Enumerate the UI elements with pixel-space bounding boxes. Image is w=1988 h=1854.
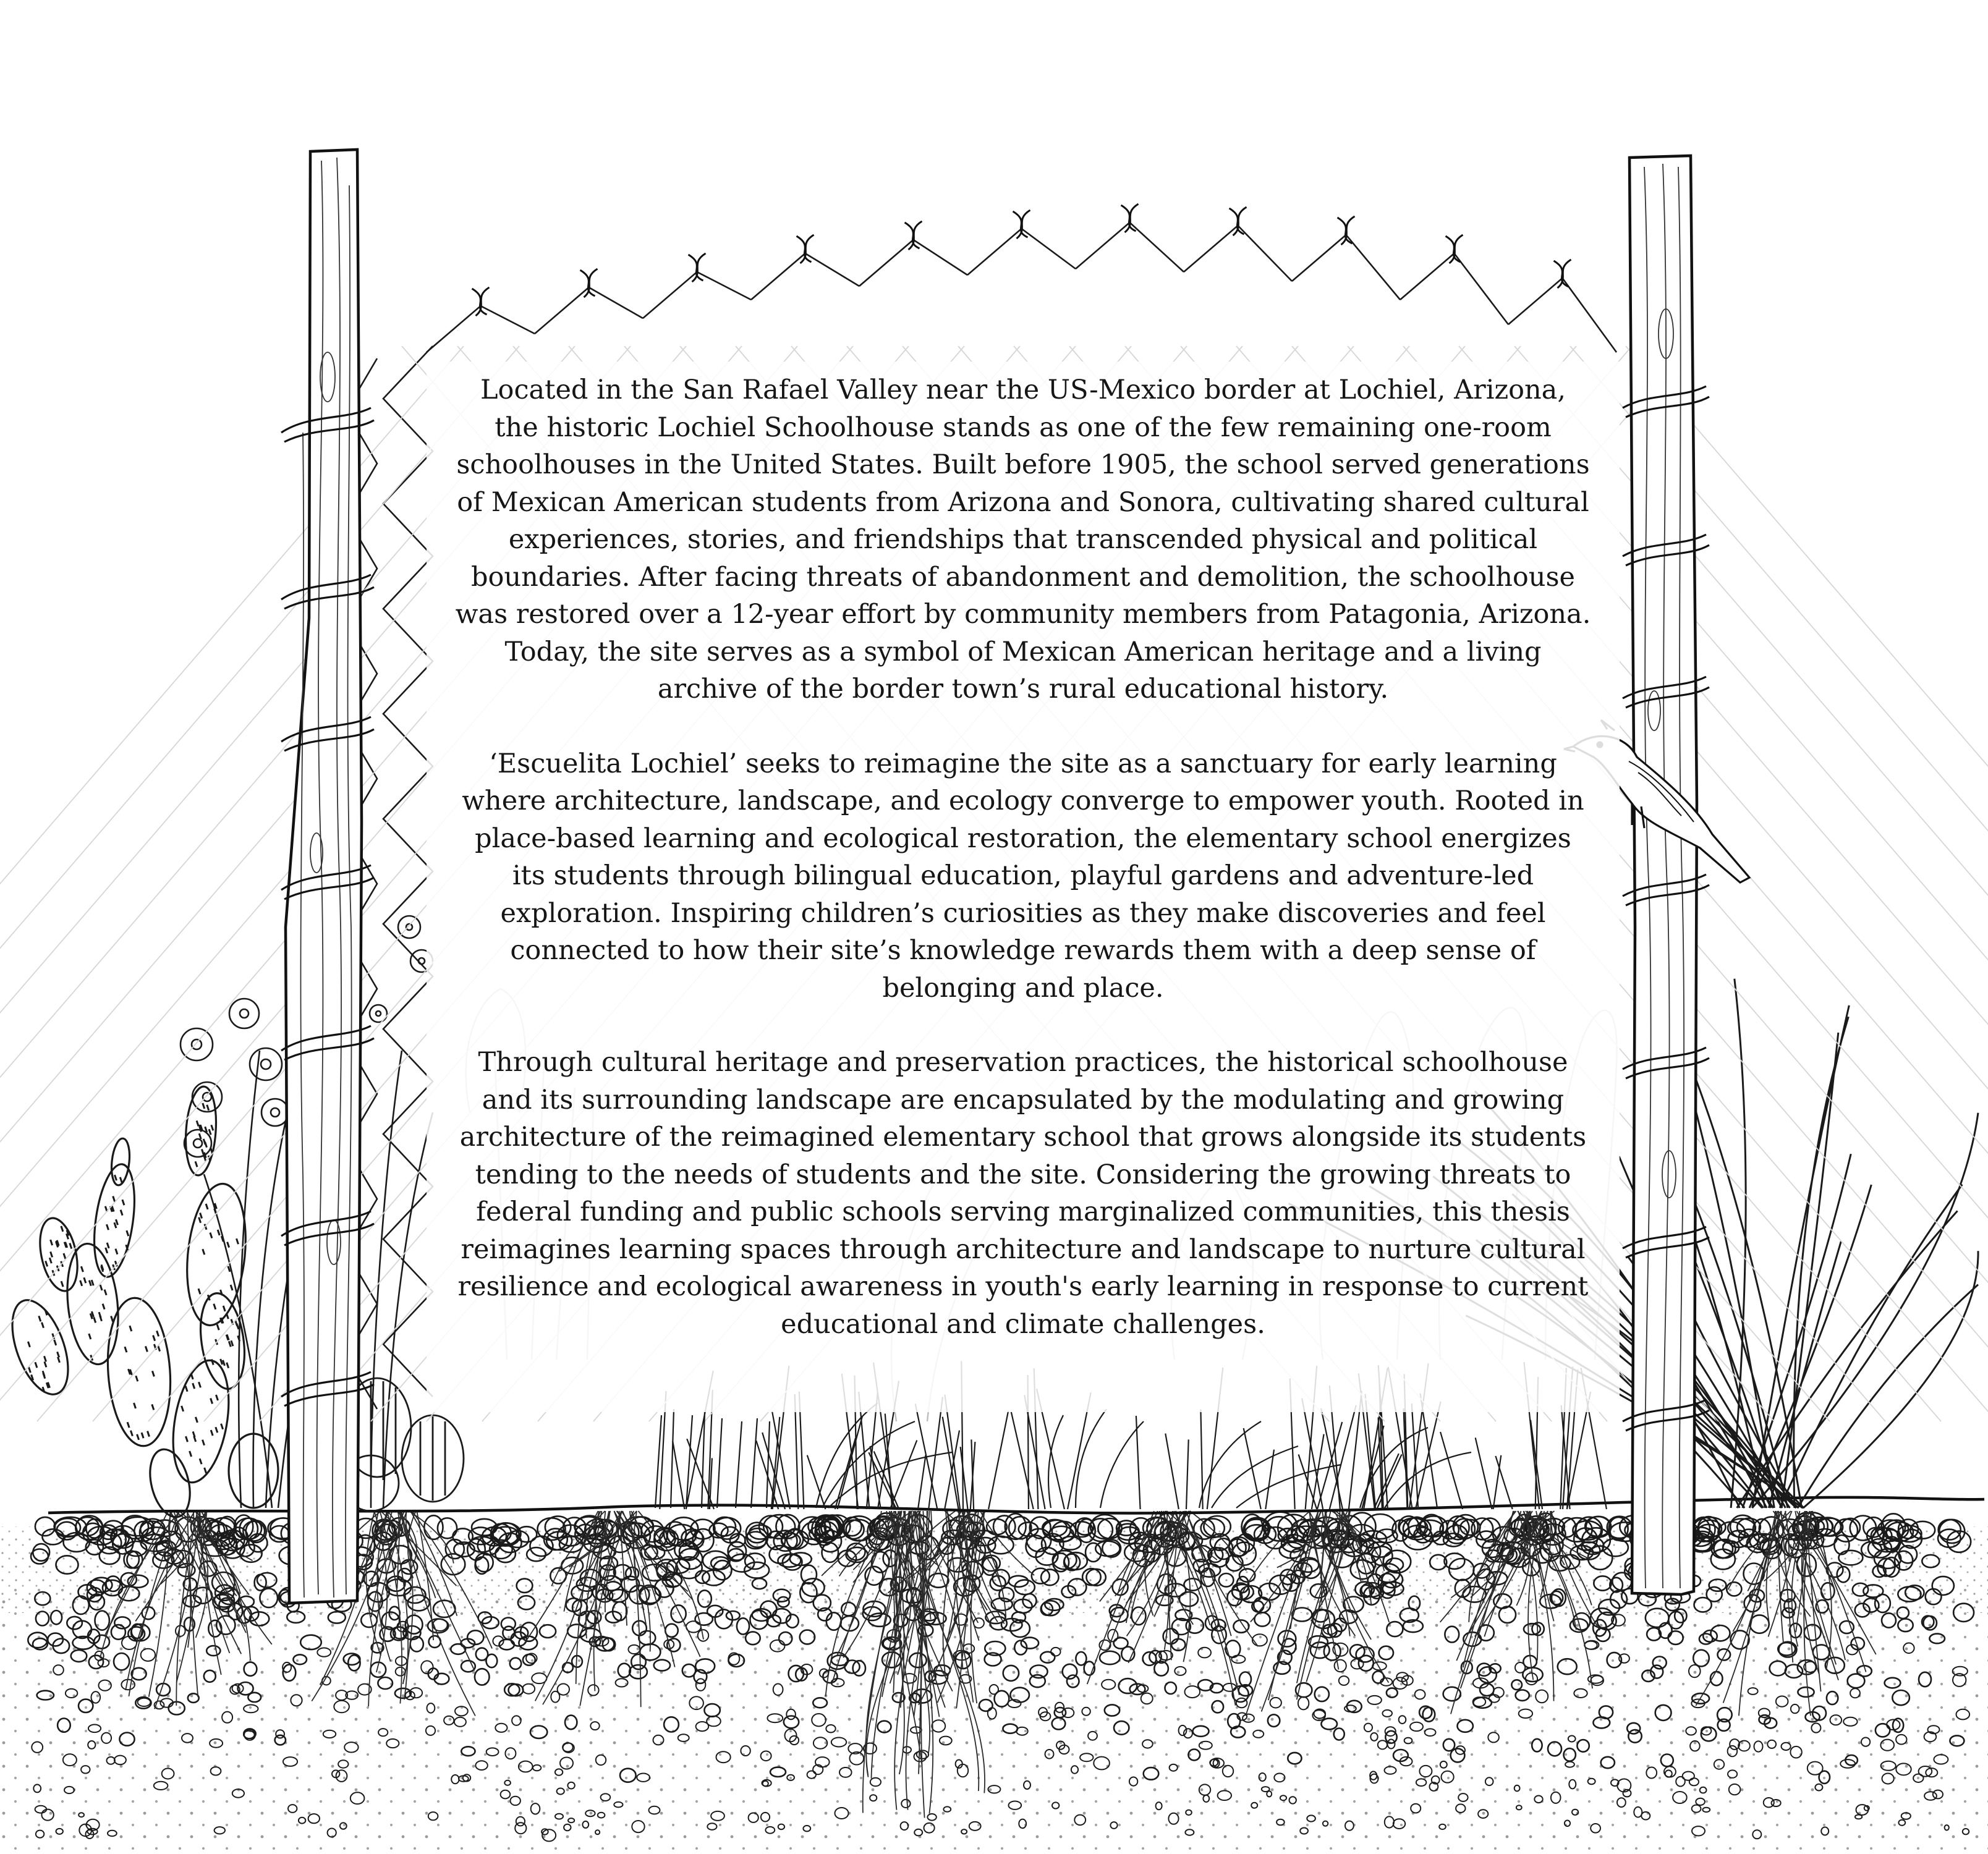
description-panel bbox=[427, 362, 1620, 1412]
prickly-pear-cactus bbox=[1, 1086, 278, 1522]
paragraph-history: Located in the San Rafael Valley near the US-Mexico border at Lochiel, Arizona, the historic Lochiel Schoolhouse stands as one of the few remaining one-room schoolhouses in the United States. Built before 1905, the school served generations of Mexican American students from Arizona and Sonora, cultivating shared cultural experiences, stories, and friendships that transcended physical and political boundaries. After facing threats of abandonment and demolition, the schoolhouse was restored over a 12-year effort by community members from Patagonia, Arizona. Today, the site serves as a symbol of Mexican American heritage and a living archive of the border town’s rural educational history. bbox=[455, 375, 1591, 705]
right-fence-post bbox=[1629, 156, 1697, 1594]
paragraph-thesis: Through cultural heritage and preservation practices, the historical schoolhouse and its surrounding landscape are encapsulated by the modulating and growing architecture of the reimagined elementary school that grows alongside its students tending to the needs of students and the site. Considering the growing threats to federal funding and public schools serving marginalized communities, this thesis reimagines learning spaces through architecture and landscape to nurture cultural resilience and ecological awareness in youth's early learning in response to current educational and climate challenges. bbox=[457, 1047, 1589, 1340]
paragraph-vision: ‘Escuelita Lochiel’ seeks to reimagine the site as a sanctuary for early learning where architecture, landscape, and ecology converge to empower youth. Rooted in place-based learning and ecological restoration, the elementary school energizes its students through bilingual education, playful gardens and adventure-led exploration. Inspiring children’s curiosities as they make discoveries and feel connected to how their site’s knowledge rewards them with a deep sense of belonging and place. bbox=[462, 748, 1584, 1004]
fence-twist-tops bbox=[472, 204, 1571, 316]
grass-clumps bbox=[655, 1403, 1471, 1508]
